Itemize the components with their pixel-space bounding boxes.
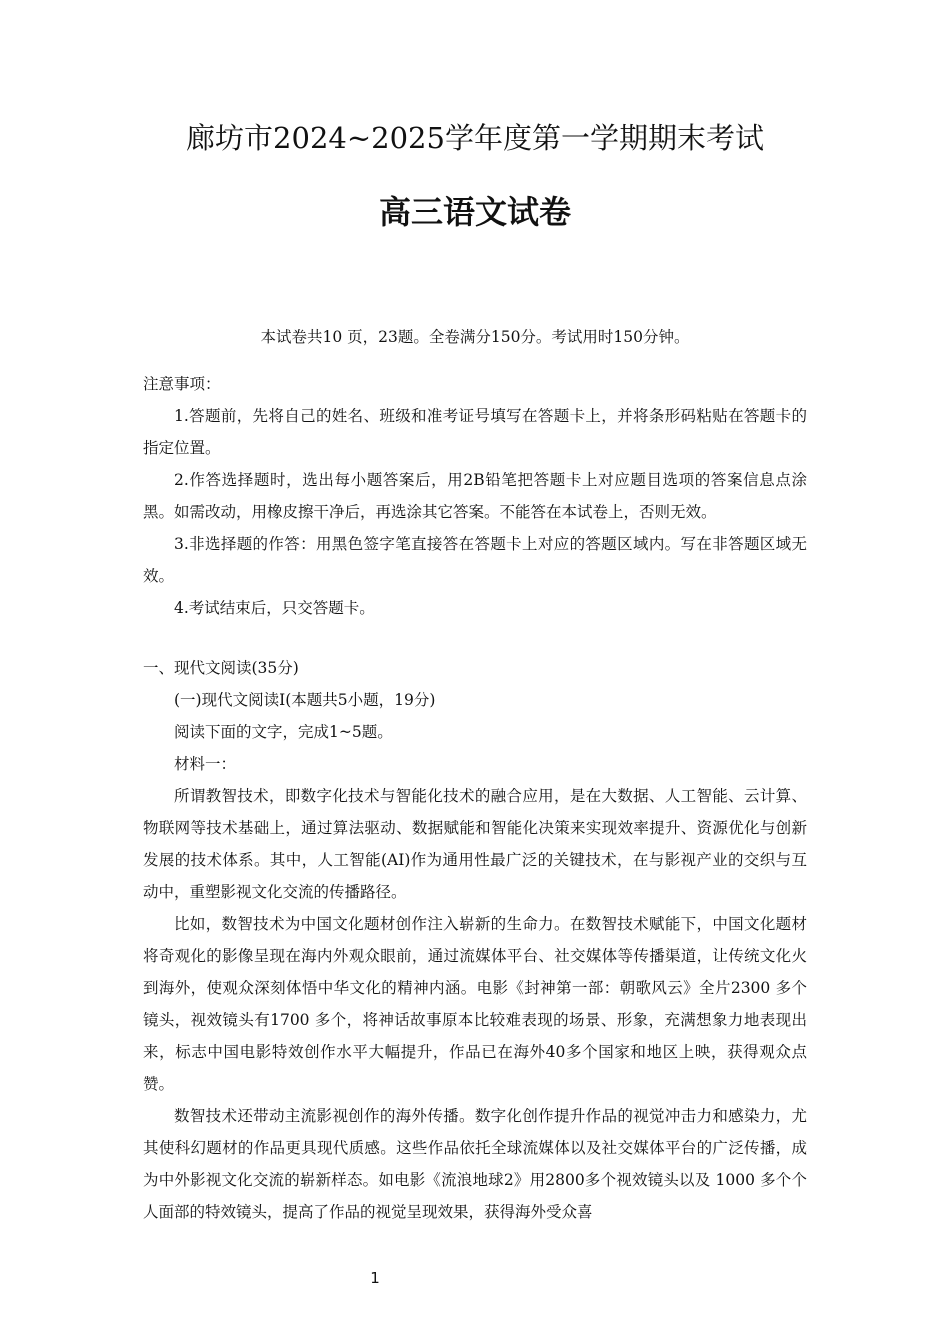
notice-heading: 注意事项：: [143, 375, 221, 393]
notice-item-1: 1.答题前，先将自己的姓名、班级和准考证号填写在答题卡上，并将条形码粘贴在答题卡的指定位置。: [143, 407, 807, 457]
notice-item-2: 2.作答选择题时，选出每小题答案后，用2B铅笔把答题卡上对应题目选项的答案信息点涂黑。如需改动，用橡皮擦干净后，再选涂其它答案。不能答在本试卷上，否则无效。: [143, 471, 807, 521]
material-paragraph-3: 数智技术还带动主流影视创作的海外传播。数字化创作提升作品的视觉冲击力和感染力，尤其使科幻题材的作品更具现代质感。这些作品依托全球流媒体以及社交媒体平台的广泛传播，成为中外影视文化交流的崭新样态。如电影《流浪地球2》用2800多个视效镜头以及 1000 多个个人面部的特效镜头，提高了作品的视觉呈现效果，获得海外受众喜: [143, 1107, 807, 1221]
material-paragraph-2: 比如，数智技术为中国文化题材创作注入崭新的生命力。在数智技术赋能下，中国文化题材将奇观化的影像呈现在海内外观众眼前，通过流媒体平台、社交媒体等传播渠道，让传统文化火到海外，使观众深刻体悟中华文化的精神内涵。电影《封神第一部：朝歌风云》全片2300 多个镜头，视效镜头有1700 多个，将神话故事原本比较难表现的场景、形象，充满想象力地表现出来，标志中国电影特效创作水平大幅提升，作品已在海外40多个国家和地区上映，获得观众点赞。: [143, 915, 807, 1093]
material-paragraph-1: 所谓教智技术，即数字化技术与智能化技术的融合应用，是在大数据、人工智能、云计算、物联网等技术基础上，通过算法驱动、数据赋能和智能化决策来实现效率提升、资源优化与创新发展的技术体系。其中，人工智能(AI)作为通用性最广泛的关键技术，在与影视产业的交织与互动中，重塑影视文化交流的传播路径。: [143, 787, 807, 901]
reading-instruction: 阅读下面的文字，完成1~5题。: [174, 723, 393, 741]
exam-title: 廊坊市2024~2025学年度第一学期期末考试: [186, 121, 764, 155]
subject-title: 高三语文试卷: [378, 193, 571, 231]
notice-item-3: 3.非选择题的作答：用黑色签字笔直接答在答题卡上对应的答题区域内。写在非答题区域无效。: [143, 535, 807, 585]
exam-content: [143, 368, 807, 1228]
section-subheading: (一)现代文阅读Ⅰ(本题共5小题，19分): [174, 691, 436, 709]
material-label: 材料一：: [174, 755, 237, 773]
section-heading: 一、现代文阅读(35分): [143, 659, 299, 677]
exam-info: 本试卷共10 页，23题。全卷满分150分。考试用时150分钟。: [260, 328, 690, 346]
page-number: 1: [370, 1269, 380, 1287]
notice-item-4: 4.考试结束后，只交答题卡。: [174, 599, 375, 617]
